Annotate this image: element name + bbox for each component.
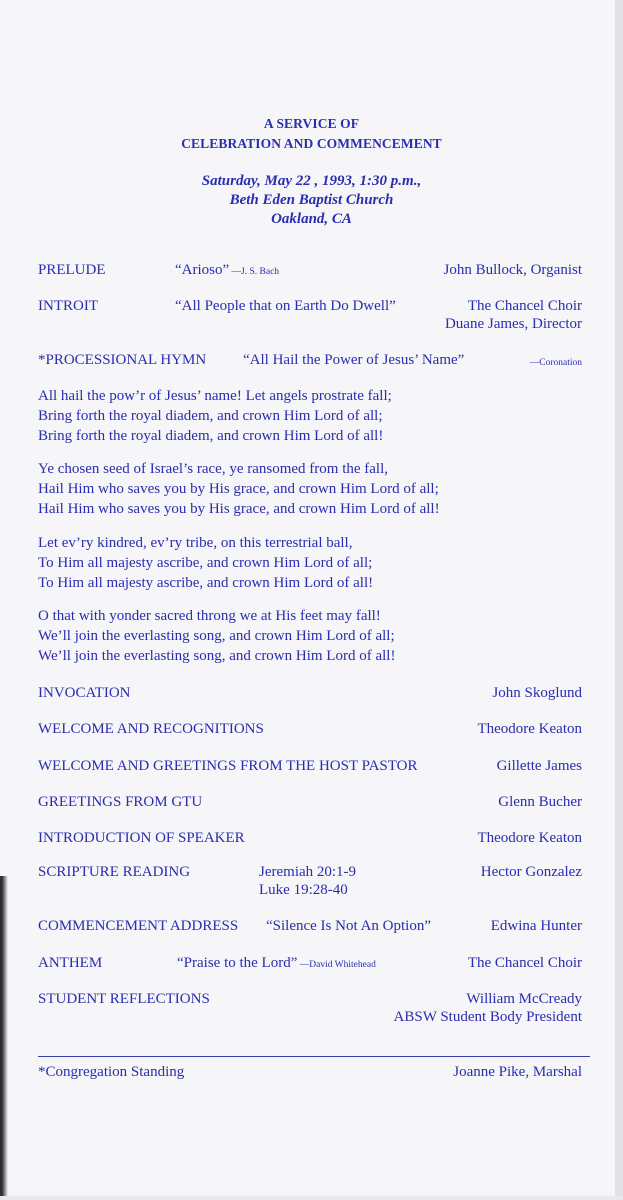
stanza-line: To Him all majesty ascribe, and crown Him Lord of all! xyxy=(38,575,374,591)
anthem-title: “Praise to the Lord” xyxy=(177,955,298,971)
scripture-reader: Hector Gonzalez xyxy=(480,864,582,880)
footer-note: *Congregation Standing xyxy=(38,1064,185,1080)
scripture-label: SCRIPTURE READING xyxy=(38,864,191,880)
hymn-label: *PROCESSIONAL HYMN xyxy=(38,352,207,368)
reflections-label: STUDENT REFLECTIONS xyxy=(38,991,210,1007)
speaker-intro-row xyxy=(38,829,582,847)
item-person: Theodore Keaton xyxy=(477,721,582,737)
anthem-composer: —David Whitehead xyxy=(297,960,376,970)
item-person: John Skoglund xyxy=(492,685,582,701)
item-label: WELCOME AND GREETINGS FROM THE HOST PASTOR xyxy=(38,758,418,774)
stanza-line: Bring forth the royal diadem, and crown Him Lord of all; xyxy=(38,408,383,424)
prelude-piece: “Arioso” xyxy=(175,262,230,278)
hymn-stanza-1 xyxy=(38,386,392,446)
stanza-line: To Him all majesty ascribe, and crown Him Lord of all; xyxy=(38,555,373,571)
prelude-composer: —J. S. Bach xyxy=(229,267,280,277)
address-row xyxy=(38,917,582,935)
hymn-title: “All Hail the Power of Jesus’ Name” xyxy=(243,352,465,368)
stanza-line: We’ll join the everlasting song, and crown Him Lord of all! xyxy=(38,648,396,664)
hymn-tune: —Coronation xyxy=(529,358,582,368)
stanza-line: Ye chosen seed of Israel’s race, ye ransomed from the fall, xyxy=(38,461,389,477)
stanza-line: All hail the pow’r of Jesus’ name! Let angels prostrate fall; xyxy=(38,388,392,404)
stanza-line: We’ll join the everlasting song, and crown Him Lord of all; xyxy=(38,628,395,644)
stanza-line: O that with yonder sacred throng we at His feet may fall! xyxy=(38,608,381,624)
footer-marshal: Joanne Pike, Marshal xyxy=(453,1064,582,1080)
page-edge-shadow xyxy=(0,876,10,1196)
anthem-performer: The Chancel Choir xyxy=(467,955,582,971)
service-date: Saturday, May 22 , 1993, 1:30 p.m., xyxy=(201,173,422,189)
address-label: COMMENCEMENT ADDRESS xyxy=(38,918,239,934)
invocation-row xyxy=(38,684,582,702)
item-person: Theodore Keaton xyxy=(477,830,582,846)
prelude-performer: John Bullock, Organist xyxy=(443,262,582,278)
stanza-line: Hail Him who saves you by His grace, and crown Him Lord of all! xyxy=(38,501,440,517)
item-person: Glenn Bucher xyxy=(498,794,582,810)
hymn-stanza-4 xyxy=(38,606,395,666)
anthem-label: ANTHEM xyxy=(38,955,103,971)
host-pastor-row xyxy=(38,757,582,775)
service-place: Beth Eden Baptist Church xyxy=(229,192,394,208)
prelude-row xyxy=(38,261,582,279)
item-label: GREETINGS FROM GTU xyxy=(38,794,203,810)
stanza-line: Let ev’ry kindred, ev’ry tribe, on this terrestrial ball, xyxy=(38,535,353,551)
scripture-row xyxy=(38,863,582,898)
introit-director: Duane James, Director xyxy=(444,316,582,332)
hymn-row xyxy=(38,351,582,369)
scripture-ref-1: Jeremiah 20:1-9 xyxy=(259,864,357,880)
item-person: Gillette James xyxy=(496,758,582,774)
footer-row xyxy=(38,1063,582,1081)
header-line-1: A SERVICE OF xyxy=(263,116,360,131)
stanza-line: Bring forth the royal diadem, and crown Him Lord of all! xyxy=(38,428,384,444)
stanza-line: Hail Him who saves you by His grace, and crown Him Lord of all; xyxy=(38,481,439,497)
hymn-stanza-2 xyxy=(38,459,440,519)
service-city: Oakland, CA xyxy=(271,211,352,227)
gtu-greetings-row xyxy=(38,793,582,811)
scripture-ref-2: Luke 19:28-40 xyxy=(259,882,348,898)
footer-divider xyxy=(38,1056,590,1057)
welcome-row xyxy=(38,720,582,738)
program-header xyxy=(0,114,623,229)
hymn-stanza-3 xyxy=(38,533,373,593)
item-label: INVOCATION xyxy=(38,685,131,701)
reflections-person: William McCready xyxy=(466,991,582,1007)
prelude-label: PRELUDE xyxy=(38,262,106,278)
introit-row xyxy=(38,297,582,332)
reflections-role: ABSW Student Body President xyxy=(393,1009,582,1025)
introit-label: INTROIT xyxy=(38,298,98,314)
address-title: “Silence Is Not An Option” xyxy=(266,918,431,934)
reflections-row xyxy=(38,990,582,1025)
introit-piece: “All People that on Earth Do Dwell” xyxy=(175,298,396,314)
anthem-row xyxy=(38,954,582,972)
item-label: INTRODUCTION OF SPEAKER xyxy=(38,830,245,846)
item-label: WELCOME AND RECOGNITIONS xyxy=(38,721,264,737)
introit-performer: The Chancel Choir xyxy=(467,298,582,314)
address-speaker: Edwina Hunter xyxy=(490,918,582,934)
header-line-2: CELEBRATION AND COMMENCEMENT xyxy=(181,136,442,151)
